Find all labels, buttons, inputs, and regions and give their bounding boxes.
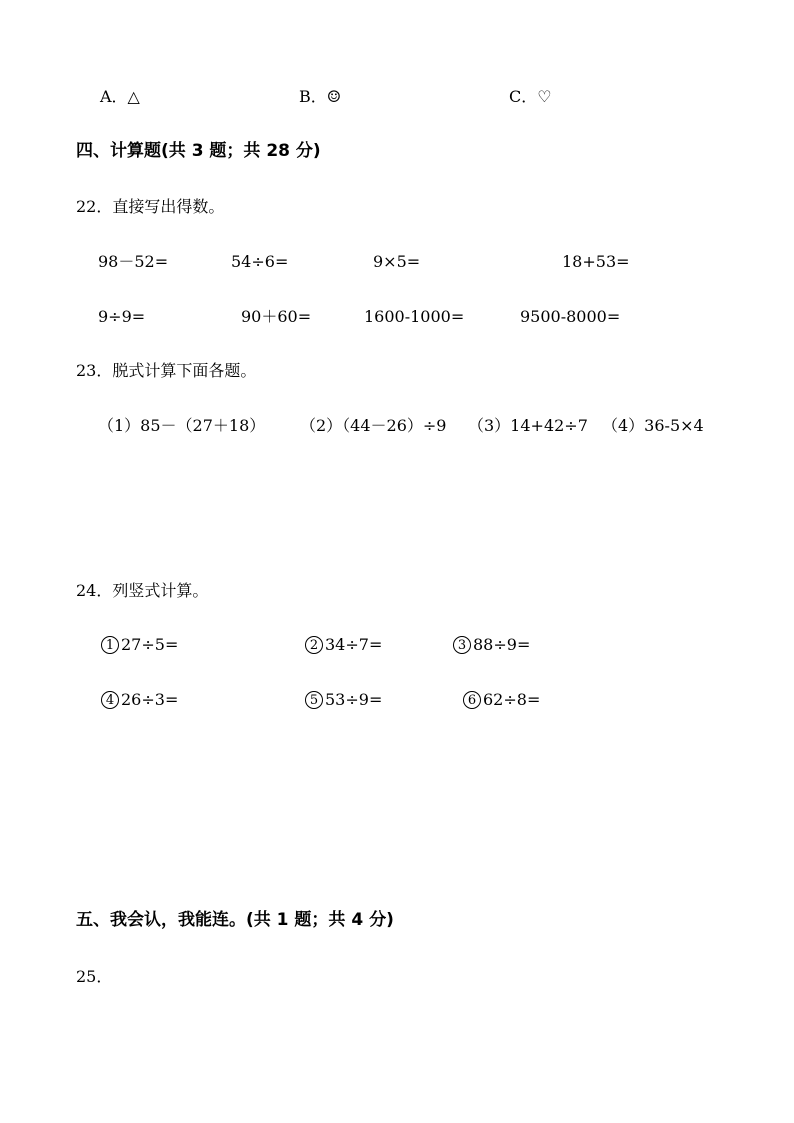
q23-item: （2）（44－26）÷9 [300,416,447,435]
circled-number: 1 [101,636,119,654]
circled-number: 2 [305,636,323,654]
q22-expression: 90＋60= [241,307,312,326]
q24-expression: 26÷3= [121,690,179,709]
q22-expression: 54÷6= [231,252,289,271]
q24-expression: 62÷8= [483,690,541,709]
circled-number: 6 [463,691,481,709]
section-5-title: 五、我会认，我能连。(共 1 题；共 4 分) [76,910,394,930]
q24-expression: 88÷9= [473,635,531,654]
q22-expression: 9500-8000= [520,307,621,326]
q22-expression: 1600-1000= [364,307,465,326]
q23-item: （4）36-5×4 [602,416,704,435]
q24-item [305,691,382,709]
q24-expression: 53÷9= [325,690,383,709]
q22-expression: 9÷9= [98,307,146,326]
choice-b: B．☺ [299,87,342,106]
q24-item [101,636,178,654]
q24-item [305,636,382,654]
q22-expression: 18+53= [562,252,630,271]
q24-item [453,636,530,654]
q22-expression: 9×5= [373,252,421,271]
question-22-prompt: 22．直接写出得数。 [76,197,225,216]
circled-number: 5 [305,691,323,709]
section-4-title: 四、计算题(共 3 题；共 28 分) [76,141,321,161]
choice-a: A．△ [100,87,140,106]
circled-number: 4 [101,691,119,709]
circled-number: 3 [453,636,471,654]
q22-expression: 98－52= [98,252,169,271]
question-23-prompt: 23．脱式计算下面各题。 [76,361,257,380]
q24-expression: 34÷7= [325,635,383,654]
question-24-prompt: 24．列竖式计算。 [76,581,209,600]
question-25-prompt: 25． [76,967,113,986]
q24-item [101,691,178,709]
q23-item: （3）14+42÷7 [468,416,588,435]
choice-c: C．♡ [509,87,552,106]
q24-expression: 27÷5= [121,635,179,654]
q23-item: （1）85－（27＋18） [98,416,266,435]
q24-item [463,691,540,709]
